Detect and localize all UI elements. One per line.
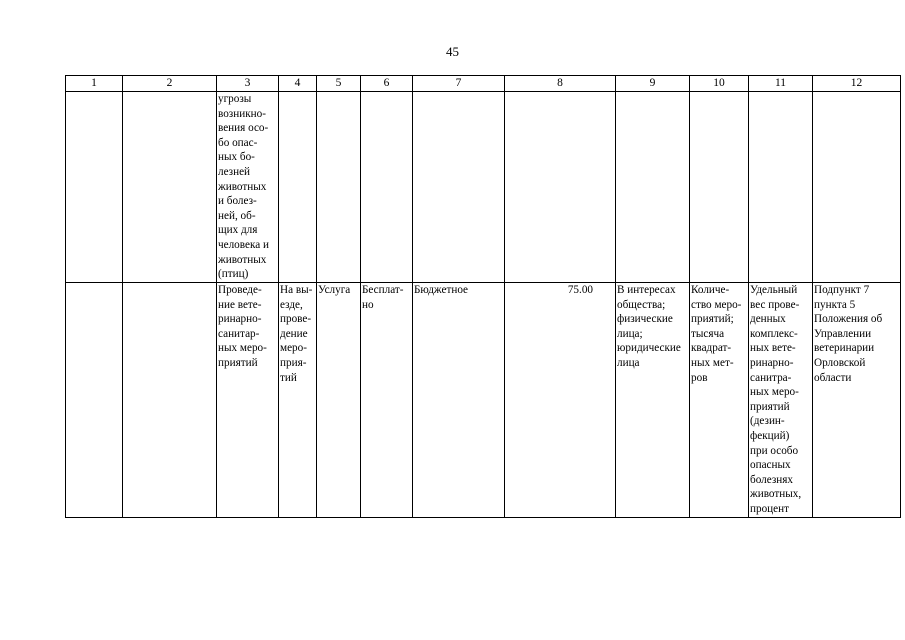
table-cell-volume-indicators: Количе- ство меро- приятий; тысяча квадрат- ных мет- ров bbox=[690, 283, 749, 518]
column-header: 3 bbox=[217, 76, 279, 92]
registry-table bbox=[65, 75, 901, 518]
column-header: 8 bbox=[505, 76, 616, 92]
table-cell bbox=[123, 92, 217, 283]
table-cell bbox=[690, 92, 749, 283]
column-header: 10 bbox=[690, 76, 749, 92]
column-header: 9 bbox=[616, 76, 690, 92]
table-cell bbox=[317, 92, 361, 283]
page-number: 45 bbox=[446, 44, 459, 59]
column-header: 2 bbox=[123, 76, 217, 92]
table-cell bbox=[361, 92, 413, 283]
column-header: 7 bbox=[413, 76, 505, 92]
table-cell-work-name: Проведе- ние вете- ринарно- санитар- ных меро- приятий bbox=[217, 283, 279, 518]
table-cell-quality-indicators: Удельный вес прове- денных комплекс- ных вете- ринарно- санитра- ных меро- приятий (дезин- фекций) при особо опасных болезнях животных, процент bbox=[749, 283, 813, 518]
table-cell-institution-type: Бюджетное bbox=[413, 283, 505, 518]
column-header: 1 bbox=[66, 76, 123, 92]
table-cell bbox=[66, 283, 123, 518]
table-cell bbox=[66, 92, 123, 283]
table-cell bbox=[616, 92, 690, 283]
table-cell-type: Услуга bbox=[317, 283, 361, 518]
table-cell-conditions: На вы- езде, прове- дение меро- прия- тий bbox=[279, 283, 317, 518]
table-cell bbox=[279, 92, 317, 283]
table-row bbox=[66, 283, 901, 518]
column-header: 12 bbox=[813, 76, 901, 92]
column-header: 5 bbox=[317, 76, 361, 92]
column-header: 6 bbox=[361, 76, 413, 92]
table-cell bbox=[749, 92, 813, 283]
table-row bbox=[66, 92, 901, 283]
column-header: 4 bbox=[279, 76, 317, 92]
column-header: 11 bbox=[749, 76, 813, 92]
table-cell bbox=[123, 283, 217, 518]
table-cell bbox=[505, 92, 616, 283]
table-cell-service-name: угрозы возникно- вения осо- бо опас- ных бо- лезней животных и болез- ней, об- щих для человека и животных (птиц) bbox=[217, 92, 279, 283]
table-cell-payment: Бесплат- но bbox=[361, 283, 413, 518]
table-cell bbox=[813, 92, 901, 283]
table-cell-code: 75.00 bbox=[505, 283, 616, 518]
table-cell bbox=[413, 92, 505, 283]
table-cell-consumers: В интересах общества; физические лица; юридические лица bbox=[616, 283, 690, 518]
header-row bbox=[66, 76, 901, 92]
table-cell-legal-basis: Подпункт 7 пункта 5 Положения об Управлении ветеринарии Орловской области bbox=[813, 283, 901, 518]
